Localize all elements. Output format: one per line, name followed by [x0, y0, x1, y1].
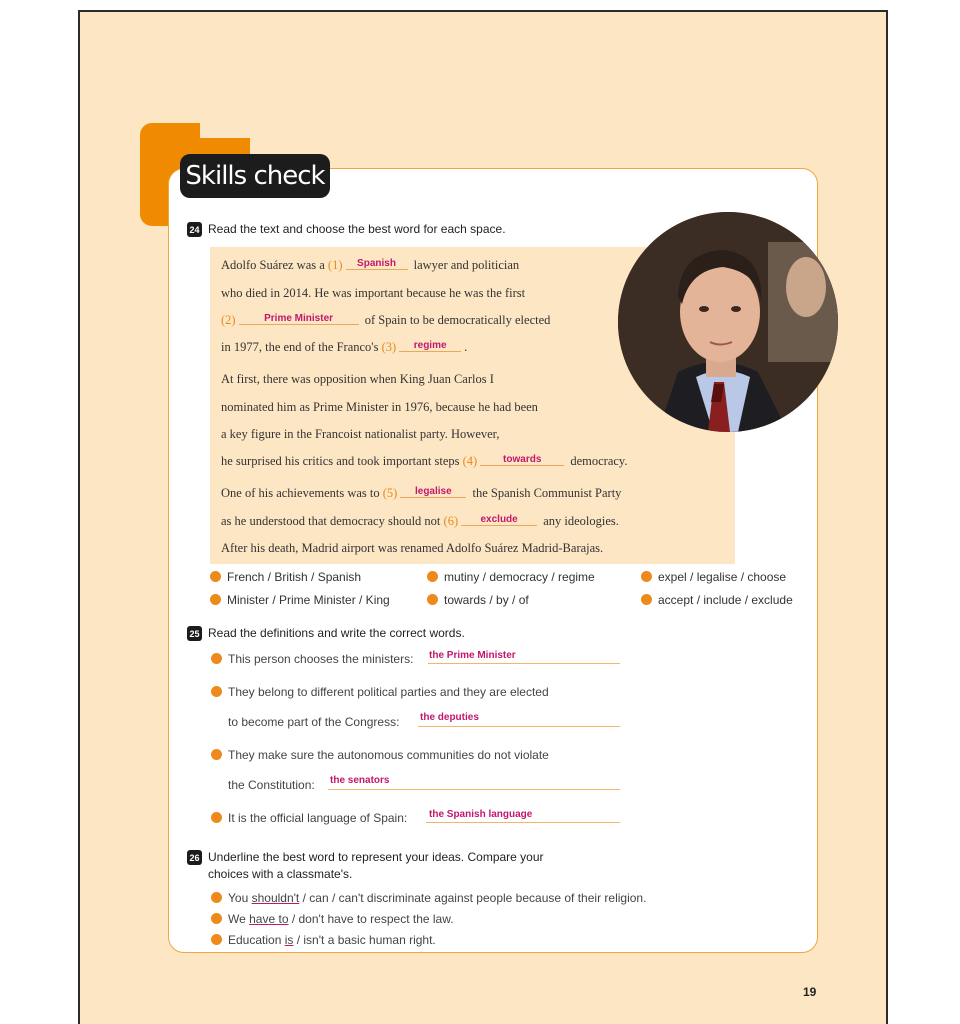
underlined-choice: shouldn't: [251, 891, 300, 905]
text-segment: nominated him as Prime Minister in 1976, because he had been: [221, 400, 538, 414]
bullet-icon: [427, 594, 438, 605]
text-segment: democracy.: [567, 454, 628, 468]
exercise-number-24: 24: [187, 222, 202, 237]
option-item: accept / include / exclude: [641, 593, 793, 607]
gap-answer: Spanish: [346, 258, 408, 270]
option-item: French / British / Spanish: [210, 570, 361, 584]
text-segment: of Spain to be democratically elected: [361, 313, 551, 327]
bullet-icon: [641, 571, 652, 582]
reading-text-line: [221, 454, 628, 469]
option-item: towards / by / of: [427, 593, 529, 607]
choice-item: Education is / isn't a basic human right.: [211, 933, 436, 947]
definition-item: They make sure the autonomous communities do not violate: [211, 748, 549, 762]
portrait-photo: [618, 212, 838, 432]
bullet-icon: [211, 653, 222, 664]
reading-text-line: [221, 286, 525, 301]
answer-text: the senators: [330, 775, 390, 786]
reading-text-line: [221, 514, 619, 529]
gap-number: (5): [382, 486, 398, 500]
underlined-choice: have to: [249, 912, 289, 926]
gap-answer: exclude: [461, 514, 537, 526]
option-item: expel / legalise / choose: [641, 570, 786, 584]
definition-continuation: to become part of the Congress:: [228, 715, 400, 729]
exercise-25-instruction: Read the definitions and write the correct words.: [208, 626, 465, 640]
section-title: Skills check: [180, 154, 330, 198]
text-segment: he surprised his critics and took important steps: [221, 454, 463, 468]
text-segment: One of his achievements was to: [221, 486, 383, 500]
text-segment: any ideologies.: [540, 514, 619, 528]
reading-text-line: [221, 486, 621, 501]
exercise-number-25: 25: [187, 626, 202, 641]
text-segment: as he understood that democracy should not: [221, 514, 444, 528]
option-item: Minister / Prime Minister / King: [210, 593, 390, 607]
gap-number: (6): [443, 514, 459, 528]
gap-number: (1): [327, 258, 343, 272]
answer-line: [418, 726, 620, 727]
reading-text-line: [221, 400, 538, 415]
bullet-icon: [427, 571, 438, 582]
bullet-icon: [211, 934, 222, 945]
reading-text-line: [221, 541, 603, 556]
choice-item: We have to / don't have to respect the law.: [211, 912, 454, 926]
bullet-icon: [210, 571, 221, 582]
answer-line: [426, 822, 620, 823]
answer-text: the Prime Minister: [429, 650, 516, 661]
underlined-choice: is: [284, 933, 294, 947]
reading-text-line: [221, 427, 499, 442]
exercise-26-instruction: Underline the best word to represent your ideas. Compare your: [208, 850, 544, 864]
gap-answer: legalise: [400, 486, 466, 498]
gap-number: (2): [221, 313, 236, 327]
portrait-illustration: [618, 212, 838, 432]
text-segment: .: [464, 340, 468, 354]
reading-text-line: [221, 340, 467, 355]
text-segment: lawyer and politician: [410, 258, 520, 272]
option-item: mutiny / democracy / regime: [427, 570, 595, 584]
answer-text: the deputies: [420, 712, 479, 723]
definition-item: It is the official language of Spain:: [211, 811, 407, 825]
exercise-number-26: 26: [187, 850, 202, 865]
bullet-icon: [211, 913, 222, 924]
answer-line: [328, 789, 620, 790]
text-segment: Adolfo Suárez was a: [221, 258, 328, 272]
reading-text-line: [221, 372, 494, 387]
gap-number: (4): [462, 454, 478, 468]
text-segment: who died in 2014. He was important because he was the first: [221, 286, 526, 300]
answer-line: [428, 663, 620, 664]
bullet-icon: [210, 594, 221, 605]
bullet-icon: [641, 594, 652, 605]
text-segment: a key figure in the Francoist nationalist party. However,: [221, 427, 500, 441]
gap-answer: Prime Minister: [239, 313, 359, 325]
reading-text-line: [221, 258, 519, 273]
text-segment: in 1977, the end of the Franco's: [221, 340, 382, 354]
section-tab-notch: [200, 118, 252, 138]
text-segment: At first, there was opposition when King Juan Carlos I: [221, 372, 494, 386]
bullet-icon: [211, 892, 222, 903]
text-segment: After his death, Madrid airport was renamed Adolfo Suárez Madrid-Barajas.: [221, 541, 604, 555]
reading-text-line: [221, 313, 550, 328]
definition-continuation: the Constitution:: [228, 778, 315, 792]
bullet-icon: [211, 686, 222, 697]
definition-item: This person chooses the ministers:: [211, 652, 413, 666]
exercise-26-instruction-cont: choices with a classmate's.: [208, 867, 353, 881]
exercise-24-instruction: Read the text and choose the best word for each space.: [208, 222, 506, 236]
gap-answer: towards: [480, 454, 564, 466]
definition-item: They belong to different political parties and they are elected: [211, 685, 549, 699]
bullet-icon: [211, 749, 222, 760]
page-number: 19: [803, 985, 817, 999]
gap-number: (3): [381, 340, 397, 354]
gap-answer: regime: [399, 340, 461, 352]
bullet-icon: [211, 812, 222, 823]
text-segment: the Spanish Communist Party: [469, 486, 622, 500]
choice-item: You shouldn't / can / can't discriminate against people because of their religion.: [211, 891, 646, 905]
answer-text: the Spanish language: [429, 809, 533, 820]
